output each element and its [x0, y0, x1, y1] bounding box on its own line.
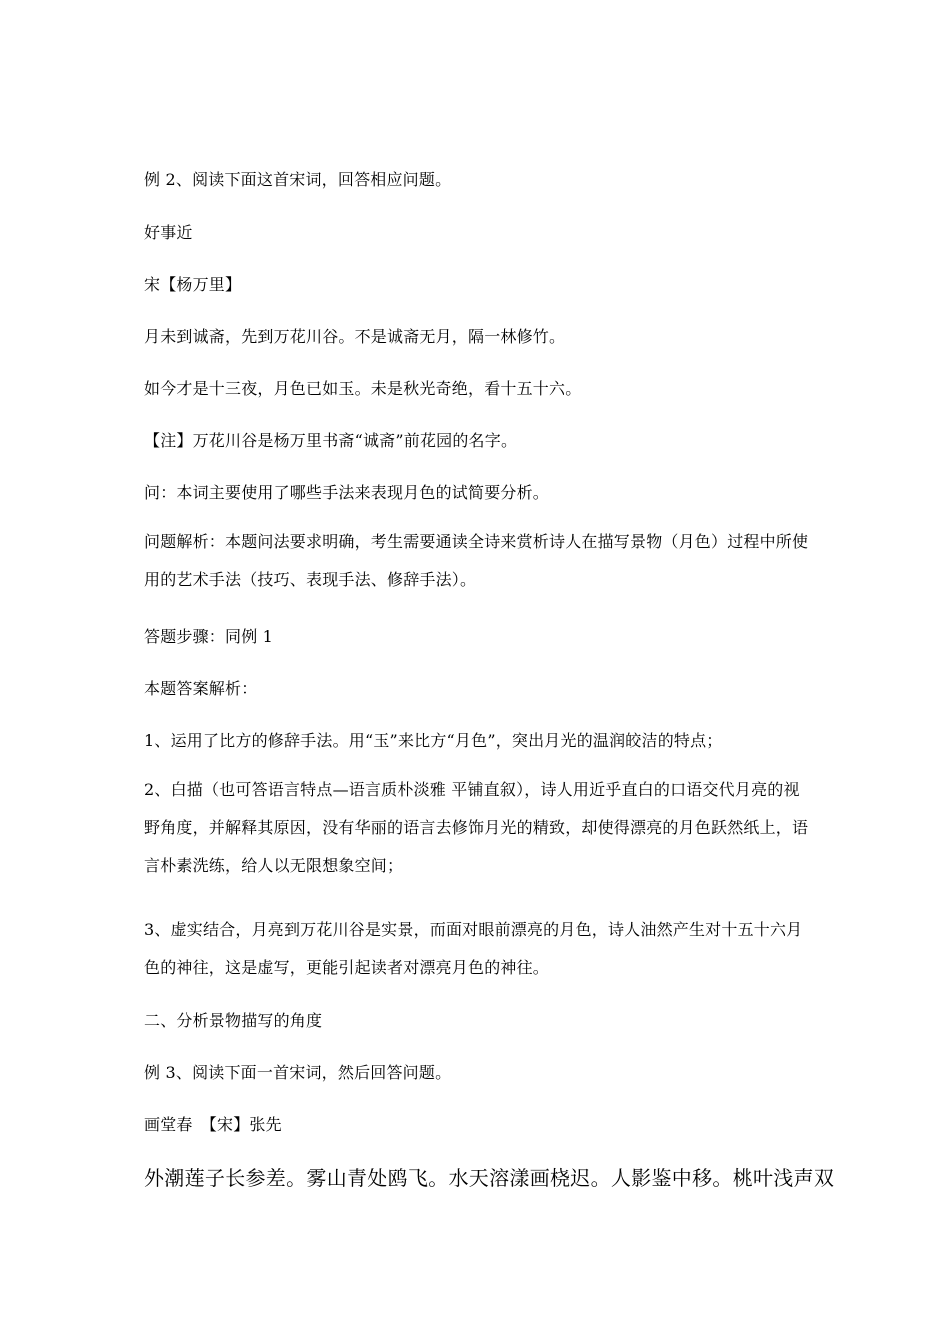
- answer-analysis-heading: 本题答案解析：: [144, 679, 258, 698]
- poem-2-line-1: 外潮莲子长参差。雾山青处鸥飞。水天溶漾画桡迟。人影鉴中移。桃叶浅声双: [144, 1166, 835, 1190]
- question: 问：本词主要使用了哪些手法来表现月色的试简要分析。: [144, 483, 550, 502]
- section-2-heading: 二、分析景物描写的角度: [144, 1011, 323, 1030]
- poem-note: 【注】万花川谷是杨万里书斋“诚斋”前花园的名字。: [144, 431, 518, 450]
- example-3-heading: 例 3、阅读下面一首宋词，然后回答问题。: [144, 1063, 452, 1082]
- answer-point-1: 1、运用了比方的修辞手法。用“玉”来比方“月色”，突出月光的温润皎洁的特点；: [144, 731, 723, 750]
- poem-2-title-author: 画堂春 【宋】张先: [144, 1115, 282, 1134]
- poem-title: 好事近: [144, 223, 193, 242]
- answer-point-3: 3、虚实结合，月亮到万花川谷是实景，而面对眼前漂亮的月色，诗人油然产生对十五十六月色的神往，这是虚写，更能引起读者对漂亮月色的神往。: [144, 920, 803, 977]
- question-analysis: 问题解析：本题问法要求明确，考生需要通读全诗来赏析诗人在描写景物（月色）过程中所使用的艺术手法（技巧、表现手法、修辞手法）。: [144, 532, 809, 589]
- answer-steps: 答题步骤：同例 1: [144, 627, 274, 646]
- answer-point-2: 2、白描（也可答语言特点—语言质朴淡雅 平铺直叙），诗人用近乎直白的口语交代月亮的视野角度，并解释其原因，没有华丽的语言去修饰月光的精致，却使得漂亮的月色跃然纸上，语言朴素洗练，给人以无限想象空间；: [144, 780, 809, 875]
- poem-line-1: 月未到诚斋，先到万花川谷。不是诚斋无月，隔一林修竹。: [144, 327, 566, 346]
- poem-author: 宋【杨万里】: [144, 275, 242, 294]
- poem-line-2: 如今才是十三夜，月色已如玉。未是秋光奇绝，看十五十六。: [144, 379, 582, 398]
- example-2-heading: 例 2、阅读下面这首宋词，回答相应问题。: [144, 170, 452, 189]
